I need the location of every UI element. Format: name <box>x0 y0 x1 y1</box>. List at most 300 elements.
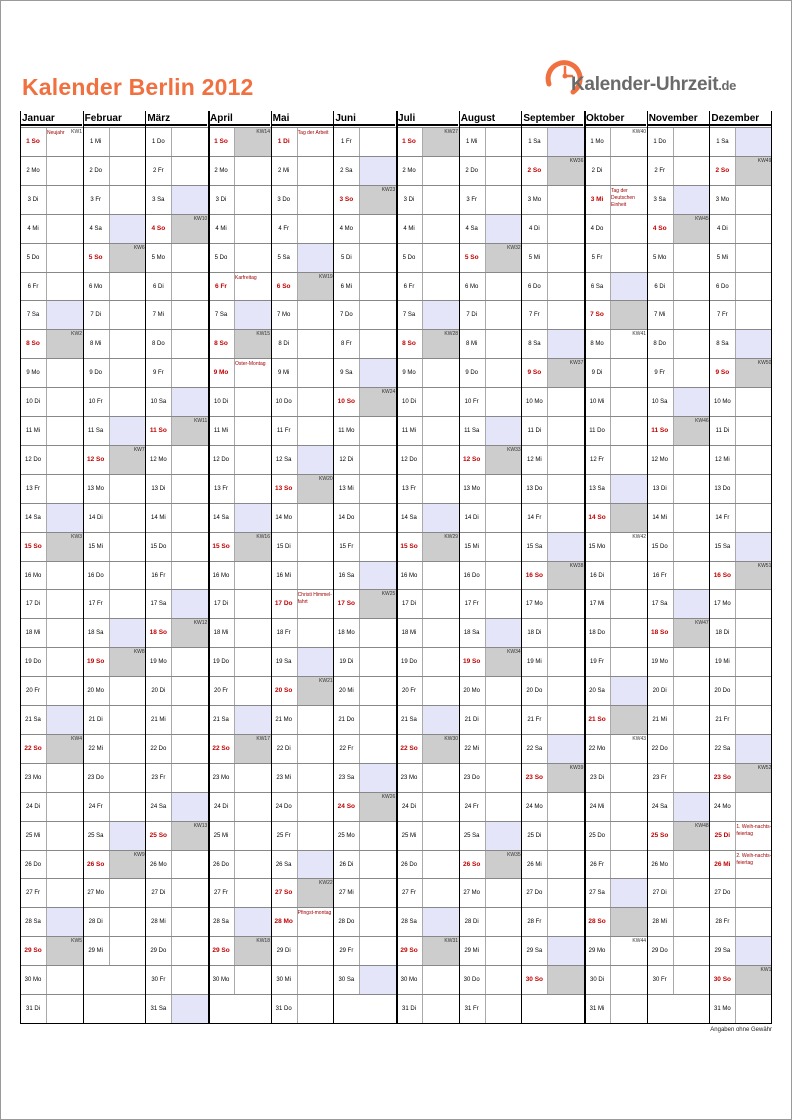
day-cell <box>584 647 647 676</box>
cell-divider <box>171 648 172 676</box>
note-area <box>359 677 396 705</box>
day-label: 18 Mi <box>25 630 41 637</box>
note-area <box>46 273 83 301</box>
day-label: 30 Sa <box>338 977 355 984</box>
day-label: 1 Mo <box>590 139 604 145</box>
day-cell <box>145 936 208 965</box>
day-cell <box>584 878 647 907</box>
day-cell <box>396 156 459 185</box>
day-label: 12 Do <box>24 456 41 463</box>
day-label: 8 So <box>214 340 228 348</box>
cell-divider <box>109 764 110 792</box>
day-cell <box>20 618 83 647</box>
cell-divider <box>547 417 548 445</box>
day-cell <box>647 127 710 156</box>
brand-logo[interactable] <box>543 54 763 104</box>
note-area <box>673 677 710 705</box>
day-cell <box>584 300 647 329</box>
column-line <box>647 111 648 1024</box>
day-cell <box>459 965 522 994</box>
day-cell <box>83 705 146 734</box>
cell-divider <box>297 648 298 676</box>
cell-divider <box>109 908 110 936</box>
day-cell <box>333 907 396 936</box>
column-line <box>83 111 84 1024</box>
note-area <box>297 301 334 329</box>
day-cell <box>333 676 396 705</box>
holiday-name: 1. Weih-nachts-feiertag <box>736 823 772 837</box>
cell-divider <box>422 764 423 792</box>
day-label: 18 Di <box>527 630 542 637</box>
day-label: 1 Do <box>151 139 165 145</box>
day-label: 29 Sa <box>526 948 543 955</box>
note-area <box>359 764 396 792</box>
cell-divider <box>422 619 423 647</box>
note-area <box>735 648 772 676</box>
cell-divider <box>297 735 298 763</box>
day-label: 13 Mo <box>87 485 104 492</box>
day-cell <box>709 358 772 387</box>
note-area <box>297 995 334 1023</box>
note-area <box>422 908 459 936</box>
cell-divider <box>673 128 674 156</box>
cell-divider <box>297 301 298 329</box>
note-area <box>171 446 208 474</box>
week-number: KW19 <box>319 273 333 280</box>
cell-divider <box>171 533 172 561</box>
day-cell <box>521 936 584 965</box>
day-label: 10 Di <box>402 399 417 406</box>
cell-divider <box>485 330 486 358</box>
note-area <box>735 879 772 907</box>
note-area <box>735 590 772 618</box>
day-cell <box>459 936 522 965</box>
day-cell <box>333 358 396 387</box>
cell-divider <box>359 186 360 214</box>
day-cell <box>208 156 271 185</box>
day-label: 13 Do <box>526 485 543 492</box>
day-label: 16 Sa <box>338 572 355 579</box>
note-area <box>485 417 522 445</box>
note-area <box>109 764 146 792</box>
cell-divider <box>234 879 235 907</box>
cell-divider <box>359 475 360 503</box>
day-cell <box>709 214 772 243</box>
cell-divider <box>359 388 360 416</box>
day-label: 20 Do <box>526 688 543 695</box>
month-column <box>709 111 772 1024</box>
day-label: 5 Do <box>214 254 228 261</box>
cell-divider <box>485 619 486 647</box>
note-area <box>422 273 459 301</box>
cell-divider <box>673 793 674 821</box>
cell-divider <box>547 677 548 705</box>
note-area <box>359 619 396 647</box>
day-cell <box>271 272 334 301</box>
day-cell <box>709 734 772 763</box>
week-number: KW9 <box>133 851 145 858</box>
day-cell <box>584 589 647 618</box>
day-label: 1 Fr <box>341 139 352 145</box>
column-line <box>459 111 460 1024</box>
cell-divider <box>109 417 110 445</box>
month-header: März <box>145 111 207 126</box>
day-cell <box>647 445 710 474</box>
day-cell <box>396 821 459 850</box>
day-label: 15 Sa <box>714 543 731 550</box>
cell-divider <box>422 157 423 185</box>
cell-divider <box>673 879 674 907</box>
day-cell <box>333 763 396 792</box>
day-cell <box>208 763 271 792</box>
note-area <box>359 504 396 532</box>
day-label: 3 Mo <box>527 196 542 203</box>
cell-divider <box>171 879 172 907</box>
day-cell <box>709 589 772 618</box>
day-label: 21 Fr <box>527 717 542 723</box>
note-area <box>171 677 208 705</box>
day-cell <box>145 821 208 850</box>
note-area <box>610 822 647 850</box>
note-area <box>297 764 334 792</box>
day-label: 23 So <box>525 773 544 781</box>
day-label: 7 Mo <box>277 312 291 319</box>
day-label: 1 Do <box>653 139 667 145</box>
cell-divider <box>422 995 423 1023</box>
disclaimer: Angaben ohne Gewähr <box>710 1027 772 1033</box>
note-area <box>610 995 647 1023</box>
note-area <box>46 562 83 590</box>
week-number: KW42 <box>632 533 647 540</box>
day-label: 10 Do <box>275 399 292 406</box>
note-area <box>735 273 772 301</box>
day-label: 26 Mo <box>149 861 167 868</box>
day-cell <box>83 532 146 561</box>
note-area <box>547 301 584 329</box>
day-cell <box>208 243 271 272</box>
day-label: 3 Fr <box>90 196 101 203</box>
empty-cell <box>647 994 710 1023</box>
day-cell <box>647 850 710 879</box>
note-area <box>422 677 459 705</box>
day-cell <box>396 965 459 994</box>
day-cell <box>584 416 647 445</box>
day-cell <box>709 821 772 850</box>
cell-divider <box>234 388 235 416</box>
note-area <box>735 186 772 214</box>
note-area <box>547 417 584 445</box>
note-area <box>610 562 647 590</box>
day-label: 24 Do <box>275 803 292 810</box>
day-cell <box>20 763 83 792</box>
day-label: 18 Mi <box>401 630 417 637</box>
note-area <box>610 966 647 994</box>
day-cell <box>647 965 710 994</box>
note-area <box>547 937 584 965</box>
note-area <box>234 677 271 705</box>
cell-divider <box>610 533 611 561</box>
day-label: 29 Mo <box>588 948 606 955</box>
day-label: 19 Fr <box>590 659 605 666</box>
day-cell <box>20 127 83 156</box>
week-number: KW2 <box>71 331 82 338</box>
note-area <box>673 590 710 618</box>
cell-divider <box>234 562 235 590</box>
cell-divider <box>485 966 486 994</box>
cell-divider <box>485 301 486 329</box>
day-cell <box>396 127 459 156</box>
note-area <box>735 504 772 532</box>
day-cell <box>396 329 459 358</box>
day-label: 18 Sa <box>87 630 104 637</box>
day-label: 16 Fr <box>151 572 166 579</box>
day-cell <box>208 792 271 821</box>
day-label: 2 Fr <box>654 167 666 174</box>
day-label: 12 Mi <box>527 456 542 463</box>
day-cell <box>584 676 647 705</box>
day-cell <box>584 618 647 647</box>
day-cell <box>647 300 710 329</box>
day-cell <box>83 358 146 387</box>
cell-divider <box>485 793 486 821</box>
day-label: 23 Do <box>87 774 104 781</box>
day-cell <box>459 618 522 647</box>
day-label: 2 Mo <box>402 167 416 174</box>
day-label: 5 Mo <box>653 254 667 261</box>
note-area <box>422 966 459 994</box>
cell-divider <box>109 937 110 965</box>
cell-divider <box>735 157 736 185</box>
day-cell <box>208 503 271 532</box>
day-label: 11 Mi <box>213 428 229 434</box>
note-area <box>485 475 522 503</box>
day-cell <box>333 589 396 618</box>
day-label: 7 Fr <box>717 312 728 319</box>
note-area <box>547 388 584 416</box>
cell-divider <box>673 273 674 301</box>
cell-divider <box>109 822 110 850</box>
note-area <box>234 301 271 329</box>
cell-divider <box>109 128 110 156</box>
day-cell <box>709 185 772 214</box>
week-number: KW12 <box>193 620 208 627</box>
day-label: 13 Fr <box>25 485 40 492</box>
cell-divider <box>109 157 110 185</box>
note-area <box>610 215 647 243</box>
month-header: Juli <box>396 111 458 126</box>
note-area <box>234 446 271 474</box>
cell-divider <box>735 215 736 243</box>
day-cell <box>396 589 459 618</box>
column-line <box>521 111 522 1024</box>
cell-divider <box>46 677 47 705</box>
day-label: 23 So <box>713 773 732 781</box>
day-cell <box>271 387 334 416</box>
note-area <box>673 128 710 156</box>
day-label: 13 Mo <box>463 485 481 492</box>
cell-divider <box>610 244 611 272</box>
day-label: 9 Fr <box>654 370 666 377</box>
day-label: 27 Sa <box>589 890 605 897</box>
cell-divider <box>485 590 486 618</box>
cell-divider <box>234 215 235 243</box>
day-label: 23 Fr <box>151 774 166 781</box>
note-area <box>109 879 146 907</box>
cell-divider <box>171 677 172 705</box>
cell-divider <box>109 706 110 734</box>
cell-divider <box>46 388 47 416</box>
day-cell <box>271 243 334 272</box>
day-cell <box>83 272 146 301</box>
day-label: 29 So <box>212 947 230 955</box>
day-label: 26 Di <box>339 861 354 868</box>
week-number: KW11 <box>194 418 208 424</box>
note-area <box>673 735 710 763</box>
day-cell <box>647 792 710 821</box>
cell-divider <box>673 330 674 358</box>
day-cell <box>145 416 208 445</box>
cell-divider <box>673 590 674 618</box>
note-area <box>109 475 146 503</box>
cell-divider <box>547 215 548 243</box>
day-label: 24 Sa <box>150 803 167 810</box>
note-area <box>46 417 83 445</box>
cell-divider <box>234 966 235 994</box>
note-area <box>610 677 647 705</box>
day-cell <box>145 965 208 994</box>
note-area <box>297 504 334 532</box>
day-label: 24 Di <box>25 803 40 810</box>
day-label: 25 Sa <box>463 832 480 839</box>
day-label: 24 Fr <box>88 803 103 810</box>
day-cell <box>459 300 522 329</box>
day-label: 29 Do <box>651 948 668 955</box>
note-area <box>673 388 710 416</box>
day-label: 21 Sa <box>25 717 41 723</box>
cell-divider <box>735 475 736 503</box>
day-label: 18 Mi <box>213 630 229 637</box>
day-cell <box>521 850 584 879</box>
day-cell <box>83 329 146 358</box>
cell-divider <box>359 619 360 647</box>
day-cell <box>709 503 772 532</box>
cell-divider <box>171 301 172 329</box>
day-label: 3 Do <box>277 196 291 203</box>
day-cell <box>709 647 772 676</box>
day-cell <box>584 532 647 561</box>
day-label: 14 Mi <box>150 514 166 521</box>
note-area <box>297 851 334 879</box>
day-cell <box>208 214 271 243</box>
note-area <box>547 735 584 763</box>
month-header: Juni <box>333 111 395 126</box>
day-label: 10 Di <box>25 399 40 406</box>
month-header: November <box>647 111 709 126</box>
day-label: 9 Mo <box>213 369 229 377</box>
day-label: 19 So <box>86 658 105 666</box>
day-cell <box>521 532 584 561</box>
cell-divider <box>547 937 548 965</box>
day-label: 16 Mi <box>276 572 291 579</box>
day-cell <box>333 532 396 561</box>
note-area <box>485 966 522 994</box>
cell-divider <box>109 330 110 358</box>
cell-divider <box>547 590 548 618</box>
cell-divider <box>234 677 235 705</box>
day-label: 11 Di <box>527 428 542 434</box>
cell-divider <box>610 619 611 647</box>
day-cell <box>521 965 584 994</box>
note-area <box>735 533 772 561</box>
month-column <box>208 111 271 1024</box>
day-cell <box>20 647 83 676</box>
cell-divider <box>109 879 110 907</box>
day-cell <box>145 618 208 647</box>
day-cell <box>396 561 459 590</box>
day-cell <box>20 561 83 590</box>
cell-divider <box>234 764 235 792</box>
day-cell <box>521 156 584 185</box>
note-area <box>171 851 208 879</box>
day-cell <box>709 387 772 416</box>
holiday-name: Christi Himmel-fahrt <box>297 592 332 606</box>
cell-divider <box>485 359 486 387</box>
day-cell <box>20 821 83 850</box>
day-cell <box>271 647 334 676</box>
note-area <box>422 215 459 243</box>
day-cell <box>584 358 647 387</box>
month-header: Mai <box>271 111 333 126</box>
day-label: 28 Di <box>464 919 479 926</box>
cell-divider <box>673 735 674 763</box>
note-area <box>359 908 396 936</box>
day-label: 31 Mi <box>589 1006 605 1012</box>
day-cell <box>459 416 522 445</box>
day-cell <box>83 936 146 965</box>
note-area <box>109 822 146 850</box>
cell-divider <box>422 879 423 907</box>
day-cell <box>271 156 334 185</box>
day-cell <box>647 763 710 792</box>
note-area <box>547 128 584 156</box>
day-label: 18 Di <box>715 630 730 637</box>
note-area <box>234 764 271 792</box>
day-label: 15 So <box>24 542 42 550</box>
day-cell <box>459 734 522 763</box>
note-area <box>547 706 584 734</box>
day-label: 20 Fr <box>25 688 40 695</box>
cell-divider <box>485 417 486 445</box>
cell-divider <box>735 677 736 705</box>
day-cell <box>208 705 271 734</box>
day-cell <box>83 474 146 503</box>
cell-divider <box>297 504 298 532</box>
cell-divider <box>234 157 235 185</box>
cell-divider <box>485 504 486 532</box>
note-area <box>485 619 522 647</box>
day-cell <box>208 618 271 647</box>
cell-divider <box>46 215 47 243</box>
note-area <box>422 244 459 272</box>
day-label: 16 Mo <box>212 572 230 579</box>
day-label: 11 Sa <box>88 428 104 434</box>
note-area <box>485 359 522 387</box>
day-label: 29 Mi <box>464 948 480 955</box>
cell-divider <box>46 822 47 850</box>
day-label: 23 Fr <box>652 774 667 781</box>
day-cell <box>333 792 396 821</box>
day-label: 18 Do <box>589 630 606 637</box>
